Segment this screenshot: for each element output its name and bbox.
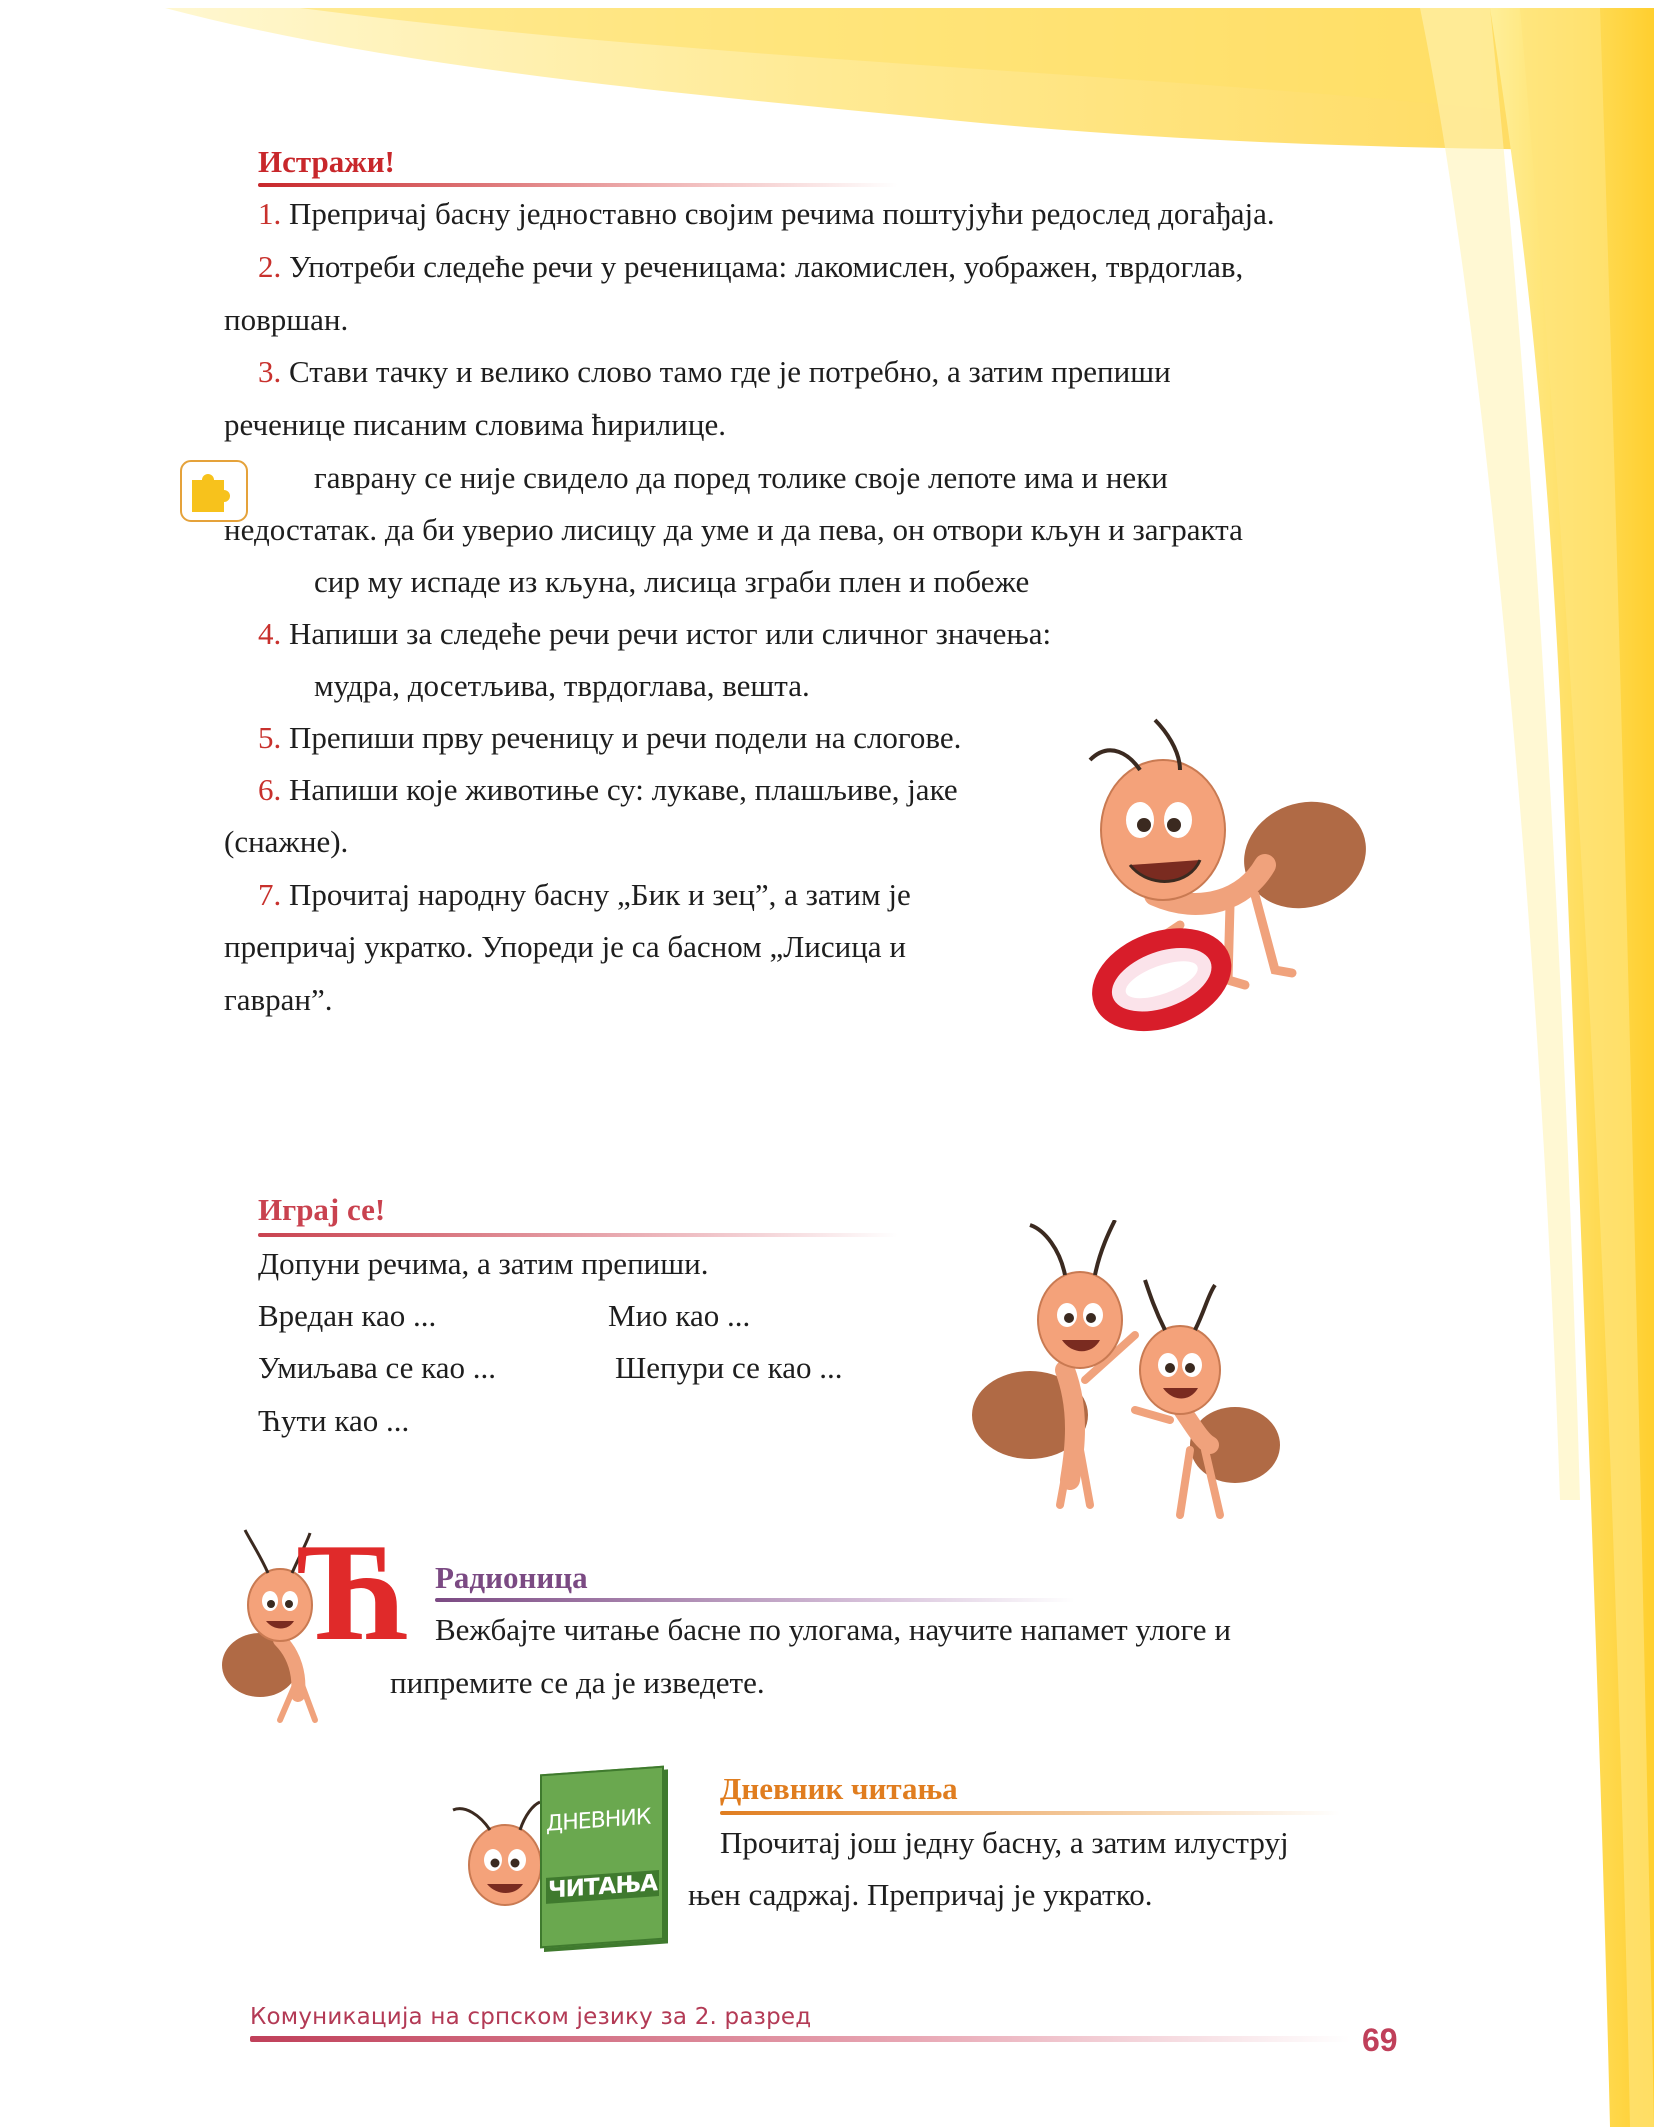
workshop-line-1: Вежбајте читање басне по улогама, научите напамет улоге и bbox=[435, 1612, 1231, 1647]
book-title-bottom: ЧИТАЊА bbox=[548, 1870, 658, 1904]
explore-item-4 bbox=[258, 615, 1051, 653]
play-left-1: Вредан као ... bbox=[258, 1298, 437, 1333]
ant-with-lips-illustration bbox=[1060, 715, 1380, 1065]
item-number: 2. bbox=[258, 249, 282, 284]
explore-heading: Истражи! bbox=[258, 144, 395, 179]
explore-heading-underline bbox=[258, 183, 898, 187]
passage-line-1: гаврану се није свидело да поред толике своје лепоте има и неки bbox=[314, 460, 1168, 495]
explore-item-1 bbox=[258, 195, 1275, 233]
explore-item-2-cont: површан. bbox=[224, 302, 349, 337]
play-heading: Играј се! bbox=[258, 1192, 386, 1227]
item-text: Употреби следеће речи у реченицама: лакомислен, уображен, тврдоглав, bbox=[289, 249, 1244, 284]
play-right-1: Мио као ... bbox=[608, 1298, 751, 1333]
item-number: 3. bbox=[258, 354, 282, 389]
explore-item-6-cont: (снажне). bbox=[224, 824, 349, 859]
explore-item-2 bbox=[258, 248, 1243, 286]
ant-peeking-illustration bbox=[445, 1800, 555, 1920]
item-number: 7. bbox=[258, 877, 282, 912]
item-text: Прочитај народну басну „Бик и зец”, а затим је bbox=[289, 877, 911, 912]
item-text: Напиши које животиње су: лукаве, плашљиве, јаке bbox=[289, 772, 958, 807]
passage-line-3: сир му испаде из кљуна, лисица зграби плен и побеже bbox=[314, 564, 1030, 599]
explore-item-3-cont: реченице писаним словима ћирилице. bbox=[224, 407, 726, 442]
play-right-2: Шепури се као ... bbox=[615, 1350, 843, 1385]
item-text: Препиши прву реченицу и речи подели на слогове. bbox=[289, 720, 962, 755]
item-number: 1. bbox=[258, 196, 282, 231]
explore-item-4-cont: мудра, досетљива, тврдоглава, вешта. bbox=[314, 668, 810, 703]
reading-diary-book-icon bbox=[540, 1766, 664, 1949]
play-instruction: Допуни речима, а затим препиши. bbox=[258, 1246, 709, 1281]
play-left-2: Умиљава се као ... bbox=[258, 1350, 496, 1385]
footer-underline bbox=[250, 2036, 1350, 2042]
play-left-3: Ћути као ... bbox=[258, 1403, 410, 1438]
item-number: 4. bbox=[258, 616, 282, 651]
diary-heading: Дневник читања bbox=[720, 1771, 958, 1806]
passage-line-2: недостатак. да би уверио лисицу да уме и да пева, он отвори кљун и загракта bbox=[224, 512, 1243, 547]
diary-line-1: Прочитај још једну басну, а затим илуструј bbox=[720, 1825, 1289, 1860]
diary-heading-underline bbox=[720, 1811, 1340, 1815]
footer-book-title: Комуникација на српском језику за 2. разред bbox=[250, 2004, 812, 2030]
workshop-letter: Ћ bbox=[300, 1515, 412, 1670]
explore-item-6 bbox=[258, 771, 958, 809]
explore-item-7 bbox=[258, 876, 911, 914]
explore-item-7-cont2: гавран”. bbox=[224, 982, 333, 1017]
explore-item-3 bbox=[258, 353, 1171, 391]
workshop-heading-underline bbox=[435, 1598, 1075, 1602]
workshop-heading: Радионица bbox=[435, 1560, 588, 1595]
item-number: 6. bbox=[258, 772, 282, 807]
item-text: Стави тачку и велико слово тамо где је потребно, а затим препиши bbox=[289, 354, 1171, 389]
explore-item-7-cont: препричај укратко. Упореди је са басном „Лисица и bbox=[224, 929, 906, 964]
explore-item-5 bbox=[258, 719, 961, 757]
diary-line-2: њен садржај. Препричај је укратко. bbox=[688, 1877, 1153, 1912]
item-number: 5. bbox=[258, 720, 282, 755]
workshop-line-2: пипремите се да је изведете. bbox=[390, 1665, 765, 1700]
item-text: Напиши за следеће речи речи истог или сличног значења: bbox=[289, 616, 1052, 651]
book-title-top: ДНЕВНИК bbox=[546, 1804, 651, 1837]
two-ants-illustration bbox=[970, 1220, 1290, 1530]
page-number: 69 bbox=[1362, 2022, 1398, 2058]
play-heading-underline bbox=[258, 1233, 898, 1237]
item-text: Препричај басну једноставно својим речима поштујући редослед догађаја. bbox=[289, 196, 1275, 231]
